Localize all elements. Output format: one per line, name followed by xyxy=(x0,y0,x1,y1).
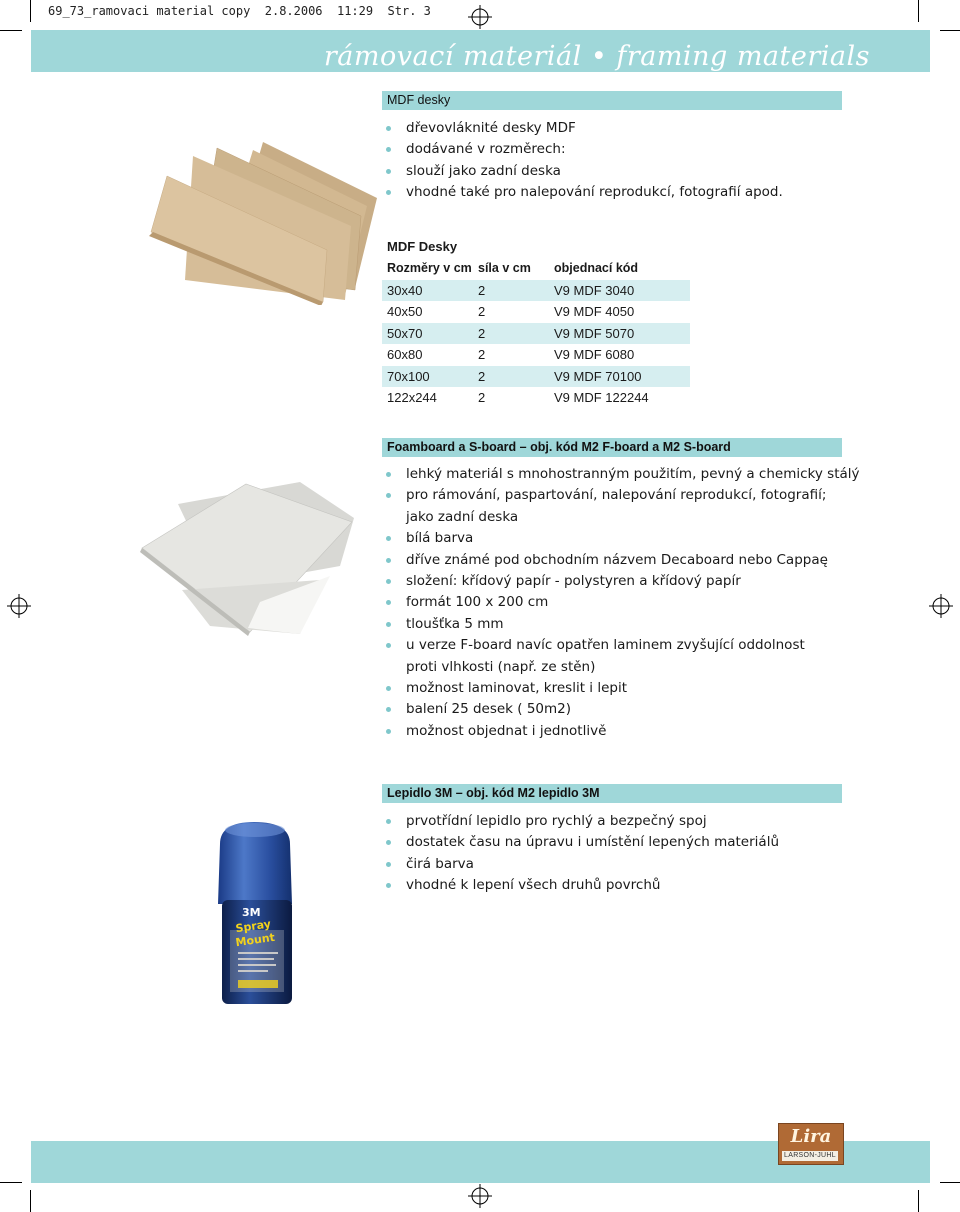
list-item xyxy=(386,811,779,832)
list-item-text: proti vlhkosti (např. ze stěn) xyxy=(406,658,596,675)
cell-thickness: 2 xyxy=(478,304,486,319)
list-item xyxy=(386,614,860,635)
cell-thickness: 2 xyxy=(478,325,486,341)
bullet-dot-icon xyxy=(386,472,391,477)
crop-mark xyxy=(940,1182,960,1183)
cell-code: V9 MDF 122244 xyxy=(554,390,649,405)
list-item xyxy=(386,875,779,896)
bullet-dot-icon xyxy=(386,819,391,824)
crop-mark xyxy=(918,1190,919,1212)
cell-code: V9 MDF 4050 xyxy=(554,304,635,319)
list-item xyxy=(386,592,860,613)
cell-thickness: 2 xyxy=(478,368,486,384)
bullet-dot-icon xyxy=(386,536,391,541)
section-bar-foamboard xyxy=(382,438,842,457)
bullet-dot-icon xyxy=(386,686,391,691)
registration-mark-icon xyxy=(7,594,31,618)
list-item-text: bílá barva xyxy=(406,530,474,547)
bullet-dot-icon xyxy=(386,622,391,627)
list-item xyxy=(386,635,860,656)
list-item-text: dříve známé pod obchodním názvem Decaboard nebo Cappaę xyxy=(406,551,828,568)
cell-code: V9 MDF 70100 xyxy=(554,368,642,384)
list-item-text: dřevovláknité desky MDF xyxy=(406,120,576,136)
bullet-dot-icon xyxy=(386,493,391,498)
list-item xyxy=(386,699,860,720)
registration-mark-icon xyxy=(468,5,492,29)
table-row xyxy=(382,323,690,345)
bullet-dot-icon xyxy=(386,558,391,563)
list-item-text: možnost laminovat, kreslit i lepit xyxy=(406,680,628,697)
bullet-dot-icon xyxy=(386,883,391,888)
crop-mark xyxy=(30,0,31,22)
cell-size: 122x244 xyxy=(387,390,437,405)
list-item xyxy=(386,485,860,506)
print-slug-line: 69_73_ramovaci material copy 2.8.2006 11:29 Str. 3 xyxy=(48,4,431,18)
crop-mark xyxy=(918,0,919,22)
cell-thickness: 2 xyxy=(478,390,486,405)
registration-mark-icon xyxy=(929,594,953,618)
table-row xyxy=(382,280,690,302)
foamboard-sheets-image xyxy=(140,478,355,638)
list-item xyxy=(386,854,779,875)
list-item-text: balení 25 desek ( 50m2) xyxy=(406,701,572,718)
cell-size: 30x40 xyxy=(387,282,423,298)
table-row xyxy=(382,344,690,366)
cell-size: 50x70 xyxy=(387,325,423,341)
list-item-text: tloušťka 5 mm xyxy=(406,615,504,632)
list-item-text: lehký materiál s mnohostranným použitím, pevný a chemicky stálý xyxy=(406,466,860,482)
can-label-line-1: Spray xyxy=(234,917,272,936)
list-item-text: prvotřídní lepidlo pro rychlý a bezpečný spoj xyxy=(406,813,707,829)
logo-script: Lira xyxy=(790,1126,832,1147)
can-label-line-2: Mount xyxy=(234,930,276,950)
list-item xyxy=(386,118,783,139)
list-item xyxy=(386,550,860,571)
list-item xyxy=(386,161,783,182)
list-item-text: formát 100 x 200 cm xyxy=(406,594,549,611)
bullet-dot-icon xyxy=(386,600,391,605)
list-item xyxy=(386,571,860,592)
bullet-dot-icon xyxy=(386,729,391,734)
list-item-text: možnost objednat i jednotlivě xyxy=(406,722,607,739)
cell-size: 40x50 xyxy=(387,304,423,319)
can-brand-text: 3M xyxy=(242,906,261,919)
foamboard-bullet-list xyxy=(386,464,860,742)
cell-size: 70x100 xyxy=(387,368,430,384)
cell-thickness: 2 xyxy=(478,347,486,362)
list-item-text: dodávané v rozměrech: xyxy=(406,141,566,158)
bullet-dot-icon xyxy=(386,579,391,584)
list-item-text: pro rámování, paspartování, nalepování reprodukcí, fotografií; xyxy=(406,487,827,504)
list-item xyxy=(386,182,783,203)
table-row xyxy=(382,387,690,409)
list-item-text: vhodné také pro nalepování reprodukcí, fotografií apod. xyxy=(406,184,783,201)
cell-size: 60x80 xyxy=(387,347,423,362)
list-item xyxy=(386,528,860,549)
spray-mount-can-image xyxy=(212,820,302,1010)
list-item-text: u verze F-board navíc opatřen laminem zvyšující oddolnost xyxy=(406,637,805,654)
section-bar-mdf: MDF desky xyxy=(382,91,842,110)
list-item xyxy=(386,657,860,678)
crop-mark xyxy=(0,30,22,31)
table-row xyxy=(382,366,690,388)
page-title: rámovací materiál • framing materials xyxy=(323,41,870,72)
bullet-dot-icon xyxy=(386,147,391,152)
list-item xyxy=(386,507,860,528)
list-item-text: dostatek času na úpravu i umístění lepených materiálů xyxy=(406,834,779,851)
list-item xyxy=(386,721,860,742)
crop-mark xyxy=(940,30,960,31)
bullet-dot-icon xyxy=(386,169,391,174)
bullet-dot-icon xyxy=(386,840,391,845)
bullet-dot-icon xyxy=(386,707,391,712)
list-item-text: vhodné k lepení všech druhů povrchů xyxy=(406,877,661,894)
list-item xyxy=(386,832,779,853)
cell-code: V9 MDF 5070 xyxy=(554,325,635,341)
section-bar-label: Foamboard a S-board – xyxy=(387,440,531,454)
list-item xyxy=(386,678,860,699)
header-cell: síla v cm xyxy=(478,261,531,275)
header-cell: objednací kód xyxy=(554,261,639,275)
table-row xyxy=(382,301,690,323)
table-title: MDF Desky xyxy=(387,239,458,254)
list-item-text: složení: křídový papír - polystyren a křídový papír xyxy=(406,573,741,590)
crop-mark xyxy=(0,1182,22,1183)
cell-code: V9 MDF 6080 xyxy=(554,347,635,362)
mdf-bullet-list xyxy=(386,118,783,204)
section-bar-glue: Lepidlo 3M – obj. kód M2 lepidlo 3M xyxy=(382,784,842,803)
bullet-dot-icon xyxy=(386,643,391,648)
list-item xyxy=(386,464,860,485)
header-cell: Rozměry v cm xyxy=(387,261,472,275)
cell-thickness: 2 xyxy=(478,282,486,298)
list-item-text: slouží jako zadní deska xyxy=(406,162,561,179)
registration-mark-icon xyxy=(468,1184,492,1208)
table-header-row xyxy=(382,258,690,280)
bullet-dot-icon xyxy=(386,126,391,131)
bullet-dot-icon xyxy=(386,862,391,867)
list-item-text: čirá barva xyxy=(406,855,474,872)
cell-code: V9 MDF 3040 xyxy=(554,282,635,298)
logo-subtitle: LARSON-JUHL xyxy=(782,1151,838,1161)
bullet-dot-icon xyxy=(386,190,391,195)
crop-mark xyxy=(30,1190,31,1212)
mdf-size-table xyxy=(382,236,690,409)
section-bar-order-code: obj. kód M2 F-board a M2 S-board xyxy=(530,440,731,454)
glue-bullet-list xyxy=(386,811,779,897)
mdf-boards-image xyxy=(145,140,380,305)
list-item xyxy=(386,139,783,160)
lira-larson-juhl-logo xyxy=(778,1123,844,1165)
list-item-text: jako zadní deska xyxy=(406,508,519,525)
